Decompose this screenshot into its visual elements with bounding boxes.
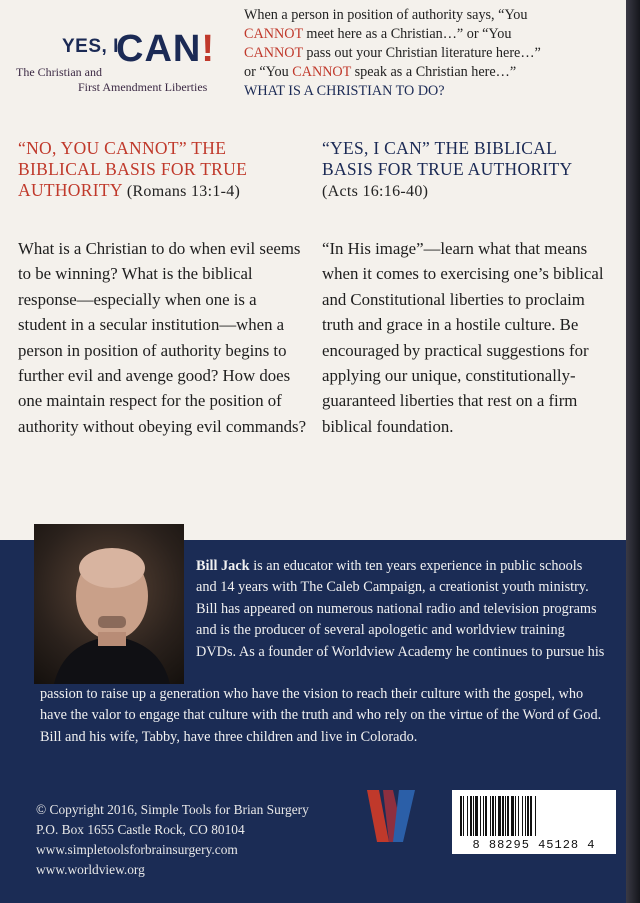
logo-subtitle-2: First Amendment Liberties xyxy=(78,80,208,94)
barcode-bar xyxy=(502,796,504,836)
left-column-body: What is a Christian to do when evil seems to be winning? What is the biblical response—especially when one is a student in a secular institution—when a person in position of authority begins to further evil and avenge good? How does one maintain respect for the position of authority without obeying evil commands? xyxy=(18,239,307,436)
author-photo xyxy=(34,524,184,684)
left-scripture-ref: (Romans 13:1-4) xyxy=(126,183,241,200)
website-link-2[interactable]: www.worldview.org xyxy=(36,862,145,877)
barcode-bar xyxy=(463,796,464,836)
book-edge xyxy=(626,0,640,903)
barcode-bar xyxy=(492,796,494,836)
intro-question: WHAT IS A CHRISTIAN TO DO? xyxy=(244,83,445,99)
barcode-bar xyxy=(490,796,491,836)
right-scripture-ref: (Acts 16:16-40) xyxy=(322,183,429,200)
intro-text: When a person in position of authority says, “You CANNOT meet here as a Christian…” or “You CANNOT pass out your Christian literature here…” or “You CANNOT speak as a Christian here…” WHAT IS A CHRISTIAN TO DO? xyxy=(244,6,614,101)
barcode-bar xyxy=(530,796,532,836)
author-bio-text: Bill Jack is an educator with ten years experience in public schools and 14 years with The Caleb Campaign, a creationist youth ministry. Bill has appeared on numerous national radio and television programs and is the producer of several apologetic and worldview training DVDs. As a founder of Worldview Academy he continues to pursue his xyxy=(196,558,605,660)
right-column-heading: “YES, I CAN” THE BIBLICAL BASIS FOR TRUE AUTHORITY (Acts 16:16-40) xyxy=(322,138,572,200)
barcode-bar xyxy=(535,796,536,836)
author-bio-continued: passion to raise up a generation who have the vision to reach their culture with the gospel, who have the valor to engage that culture with the truth and who rely on the virtue of the Word of God. Bill and his wife, Tabby, have three children and live in Colorado. xyxy=(40,686,602,745)
barcode-bar xyxy=(470,796,472,836)
barcode xyxy=(452,790,616,854)
barcode-bar xyxy=(511,796,514,836)
logo-yes-text: YES, I xyxy=(62,36,119,57)
logo-can-text: CAN! xyxy=(116,28,215,70)
left-column-heading: “NO, YOU CANNOT” THE BIBLICAL BASIS FOR TRUE AUTHORITY (Romans 13:1-4) xyxy=(18,138,248,200)
barcode-bar xyxy=(467,796,468,836)
copyright-line: © Copyright 2016, Simple Tools for Brian Surgery xyxy=(36,802,309,817)
website-link-1[interactable]: www.simpletoolsforbrainsurgery.com xyxy=(36,842,238,857)
barcode-number: 8 88295 45128 4 xyxy=(472,838,596,852)
barcode-bar xyxy=(522,796,523,836)
logo-subtitle-1: The Christian and xyxy=(16,65,102,79)
barcode-bar xyxy=(527,796,529,836)
barcode-bar xyxy=(483,796,484,836)
barcode-bar xyxy=(480,796,481,836)
barcode-bar xyxy=(473,796,474,836)
barcode-bar xyxy=(485,796,487,836)
barcode-bar xyxy=(475,796,478,836)
barcode-bar xyxy=(525,796,526,836)
publisher-contact xyxy=(36,800,366,880)
worldview-w-logo xyxy=(363,786,419,846)
barcode-bar xyxy=(498,796,501,836)
right-column-body: “In His image”—learn what that means when it comes to exercising one’s biblical and Constitutional liberties to proclaim truth and grace in a hostile culture. Be encouraged by practical suggestions for applying our unique, constitutionally-guaranteed liberties that rest on a firm biblical foundation. xyxy=(322,239,604,436)
barcode-bar xyxy=(505,796,506,836)
barcode-bar xyxy=(515,796,516,836)
barcode-bar xyxy=(507,796,509,836)
address-line: P.O. Box 1655 Castle Rock, CO 80104 xyxy=(36,822,245,837)
barcode-bar xyxy=(460,796,462,836)
barcode-bar xyxy=(518,796,519,836)
barcode-bar xyxy=(495,796,496,836)
author-name: Bill Jack xyxy=(196,558,250,574)
